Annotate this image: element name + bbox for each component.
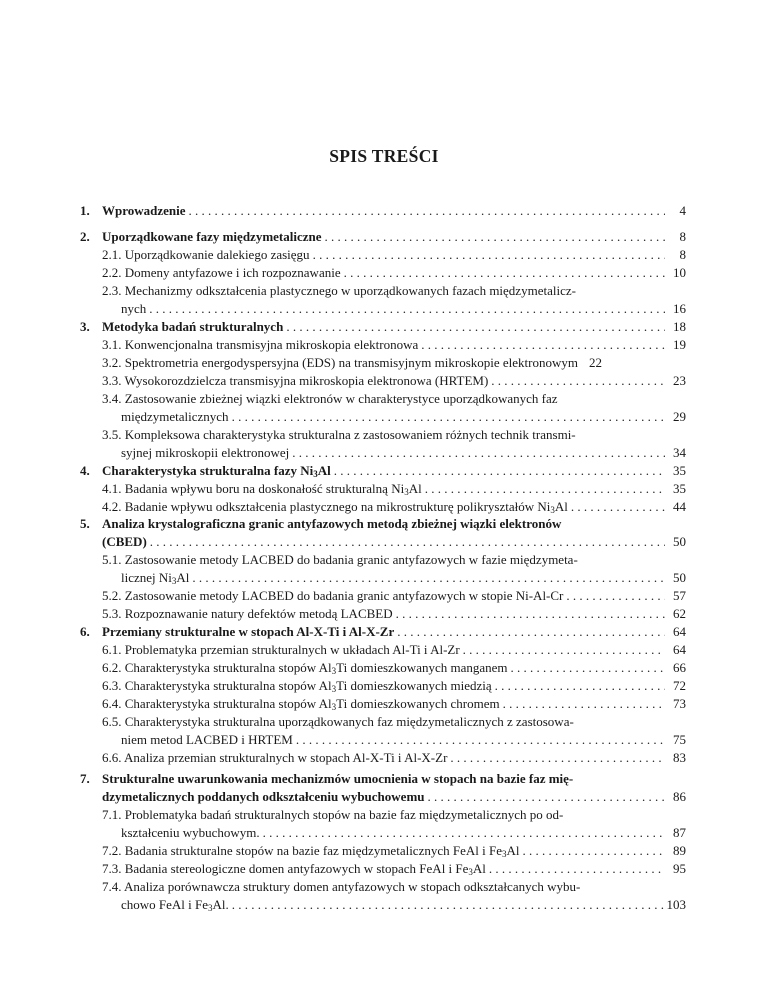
toc-entry[interactable] — [80, 246, 686, 264]
page-title: SPIS TREŚCI — [329, 146, 439, 166]
toc-entry[interactable] — [80, 842, 686, 860]
dot-leader — [313, 246, 665, 264]
dot-leader — [522, 842, 665, 860]
toc-entry-title: Wprowadzenie — [102, 203, 186, 218]
toc-entry[interactable] — [80, 282, 686, 300]
toc-entry[interactable] — [80, 713, 686, 731]
toc-page-number: 72 — [673, 678, 686, 693]
dot-leader — [503, 695, 665, 713]
toc-page-number: 87 — [673, 825, 686, 840]
toc-entry[interactable] — [80, 426, 686, 444]
toc-page-number: 16 — [673, 301, 686, 316]
dot-leader — [421, 336, 665, 354]
toc-entry[interactable] — [80, 788, 686, 806]
toc-page-number: 50 — [673, 570, 686, 585]
dot-leader — [489, 860, 665, 878]
dot-leader — [334, 462, 665, 480]
toc-entry-number: 3. — [80, 319, 90, 334]
toc-entry-number: 6. — [80, 624, 90, 639]
toc-page-number: 35 — [673, 463, 686, 478]
dot-leader — [396, 605, 665, 623]
toc-page-number: 62 — [673, 606, 686, 621]
toc-entry-title: 4.2. Badanie wpływu odkształcenia plastycznego na mikrostrukturę polikryształów $Ni_3Al$ — [102, 499, 568, 515]
toc-entry-number: 7. — [80, 771, 90, 786]
toc-entry-number: 4. — [80, 463, 90, 478]
toc-entry[interactable] — [80, 336, 686, 354]
dot-leader — [425, 480, 665, 498]
toc-entry[interactable] — [80, 318, 686, 336]
toc-page-number: 4 — [679, 203, 686, 218]
toc-entry-title: 6.2. Charakterystyka strukturalna stopów $Al_3Ti$ domieszkowanych manganem — [102, 660, 508, 676]
dot-leader — [450, 749, 665, 767]
toc-entry[interactable] — [80, 551, 686, 569]
toc-entry[interactable] — [80, 228, 686, 246]
toc-entry[interactable] — [80, 480, 686, 498]
toc-entry[interactable] — [80, 264, 686, 282]
toc-entry[interactable] — [80, 731, 686, 749]
toc-entry[interactable] — [80, 824, 686, 842]
dot-leader — [428, 788, 666, 806]
dot-leader — [232, 896, 664, 914]
dot-leader — [263, 824, 665, 842]
toc-entry[interactable] — [80, 390, 686, 408]
toc-entry[interactable] — [80, 677, 686, 695]
toc-entry[interactable] — [80, 749, 686, 767]
toc-entry-title: 6.4. Charakterystyka strukturalna stopów $Al_3Ti$ domieszkowanych chromem — [102, 696, 500, 712]
dot-leader — [463, 641, 665, 659]
toc-entry[interactable] — [80, 444, 686, 462]
toc-entry-title: 4.1. Badania wpływu boru na doskonałość strukturalną $Ni_3Al$ — [102, 481, 422, 497]
toc-entry-title: kształceniu wybuchowym. — [121, 825, 260, 840]
toc-entry[interactable] — [80, 300, 686, 318]
dot-leader — [397, 623, 665, 641]
toc-page-number: 86 — [673, 789, 686, 804]
dot-leader — [149, 300, 665, 318]
toc-page-number: 8 — [679, 247, 686, 262]
toc-entry-title: licznej $Ni_3Al$ — [121, 570, 190, 586]
toc-entry[interactable] — [80, 641, 686, 659]
toc-page-number: 35 — [673, 481, 686, 496]
toc-entry-title: 2.1. Uporządkowanie dalekiego zasięgu — [102, 247, 310, 262]
dot-leader — [566, 587, 665, 605]
toc-page-number: 83 — [673, 750, 686, 765]
toc-entry[interactable] — [80, 569, 686, 587]
toc-entry-title: 3.5. Kompleksowa charakterystyka strukturalna z zastosowaniem różnych technik transmi- — [102, 427, 576, 442]
toc-entry-title: niem metod LACBED i HRTEM — [121, 732, 293, 747]
toc-entry[interactable] — [80, 462, 686, 480]
toc-entry-title: 3.1. Konwencjonalna transmisyjna mikroskopia elektronowa — [102, 337, 419, 352]
dot-leader — [491, 372, 665, 390]
toc-page-number: 22 — [588, 355, 602, 370]
dot-leader — [286, 318, 665, 336]
toc-entry-title: 6.1. Problematyka przemian strukturalnych w układach Al-Ti i Al-Zr — [102, 642, 460, 657]
toc-entry[interactable] — [80, 896, 686, 914]
toc-entry-title: międzymetalicznych — [121, 409, 229, 424]
toc-page-number: 10 — [673, 265, 686, 280]
toc-entry[interactable] — [80, 354, 686, 372]
toc-entry-title: chowo FeAl i $Fe_3Al$. — [121, 897, 229, 913]
toc-entry-title: 6.5. Charakterystyka strukturalna uporządkowanych faz międzymetalicznych z zastosowa- — [102, 714, 574, 729]
toc-entry[interactable] — [80, 587, 686, 605]
toc-entry[interactable] — [80, 372, 686, 390]
dot-leader — [344, 264, 665, 282]
toc-entry-title: syjnej mikroskopii elektronowej — [121, 445, 290, 460]
toc-page-number: 34 — [673, 445, 686, 460]
toc-page-number: 23 — [673, 373, 686, 388]
toc-page-number: 8 — [679, 229, 686, 244]
dot-leader — [232, 408, 665, 426]
toc-entry[interactable] — [80, 806, 686, 824]
dot-leader — [325, 228, 665, 246]
toc-entry-title: Uporządkowane fazy międzymetaliczne — [102, 229, 322, 244]
toc-entry[interactable] — [80, 623, 686, 641]
toc-entry[interactable] — [80, 695, 686, 713]
toc-page-number: 95 — [673, 861, 686, 876]
toc-entry-title: 6.3. Charakterystyka strukturalna stopów $Al_3Ti$ domieszkowanych miedzią — [102, 678, 492, 694]
toc-entry-title: 3.2. Spektrometria energodyspersyjna (EDS) na transmisyjnym mikroskopie elektronowym — [102, 355, 578, 370]
dot-leader — [292, 444, 665, 462]
toc-entry-title: Strukturalne uwarunkowania mechanizmów umocnienia w stopach na bazie faz mię- — [102, 771, 574, 786]
dot-leader — [189, 202, 665, 220]
toc-page-number: 64 — [673, 624, 686, 639]
toc-entry[interactable] — [80, 659, 686, 677]
toc-entry-title: 3.4. Zastosowanie zbieżnej wiązki elektronów w charakterystyce uporządkowanych faz — [102, 391, 558, 406]
dot-leader — [150, 533, 665, 551]
toc-entry-title: 6.6. Analiza przemian strukturalnych w stopach Al-X-Ti i Al-X-Zr — [102, 750, 448, 765]
toc-entry-title: (CBED) — [102, 534, 147, 549]
toc-entry-title: 5.1. Zastosowanie metody LACBED do badania granic antyfazowych w fazie międzymeta- — [102, 552, 578, 567]
dot-leader — [511, 659, 665, 677]
toc-entry-number: 2. — [80, 229, 90, 244]
toc-entry-title: 5.3. Rozpoznawanie natury defektów metodą LACBED — [102, 606, 393, 621]
toc-entry[interactable] — [80, 515, 686, 533]
toc-entry-title: Metodyka badań strukturalnych — [102, 319, 284, 334]
toc-page-number: 75 — [673, 732, 686, 747]
toc-entry-title: Charakterystyka strukturalna fazy $Ni_3Al$ — [102, 463, 331, 479]
toc-entry[interactable] — [80, 605, 686, 623]
dot-leader — [296, 731, 665, 749]
toc-page-number: 50 — [673, 534, 686, 549]
toc-entry-title: 5.2. Zastosowanie metody LACBED do badania granic antyfazowych w stopie Ni-Al-Cr — [102, 588, 564, 603]
toc-entry-title: dzymetalicznych poddanych odkształceniu wybuchowemu — [102, 789, 425, 804]
toc-entry-title: nych — [121, 301, 147, 316]
toc-entry[interactable] — [80, 498, 686, 516]
dot-leader — [192, 569, 665, 587]
toc-page-number: 44 — [673, 499, 686, 514]
toc-entry-number: 5. — [80, 516, 90, 531]
toc-entry[interactable] — [80, 770, 686, 788]
toc-page-number: 73 — [673, 696, 686, 711]
toc-page-number: 89 — [673, 843, 686, 858]
toc-entry[interactable] — [80, 533, 686, 551]
toc-entry[interactable] — [80, 860, 686, 878]
toc-page-number: 57 — [673, 588, 686, 603]
toc-entry-title: 3.3. Wysokorozdzielcza transmisyjna mikroskopia elektronowa (HRTEM) — [102, 373, 489, 388]
toc-page-number: 103 — [666, 897, 686, 912]
toc-page-number: 18 — [673, 319, 686, 334]
toc-entry-title: Przemiany strukturalne w stopach Al-X-Ti i Al-X-Zr — [102, 624, 395, 639]
toc-entry[interactable] — [80, 408, 686, 426]
toc-entry-title: 7.1. Problematyka badań strukturalnych stopów na bazie faz międzymetalicznych po od- — [102, 807, 564, 822]
toc-entry[interactable] — [80, 878, 686, 896]
toc-page-number: 64 — [673, 642, 686, 657]
toc-page-number: 19 — [673, 337, 686, 352]
dot-leader — [495, 677, 665, 695]
toc-entry-title: Analiza krystalograficzna granic antyfazowych metodą zbieżnej wiązki elektronów — [102, 516, 562, 531]
toc-entry-title: 7.2. Badania strukturalne stopów na bazie faz międzymetalicznych FeAl i $Fe_3Al$ — [102, 843, 520, 859]
dot-leader — [571, 498, 665, 516]
toc-page-number: 66 — [673, 660, 686, 675]
toc-entry-title: 7.4. Analiza porównawcza struktury domen antyfazowych w stopach odkształcanych wybu- — [102, 879, 581, 894]
toc-page-number: 29 — [673, 409, 686, 424]
toc-entry[interactable] — [80, 202, 686, 220]
toc-entry-title: 2.2. Domeny antyfazowe i ich rozpoznawanie — [102, 265, 341, 280]
toc-entry-number: 1. — [80, 203, 90, 218]
toc-entry-title: 2.3. Mechanizmy odkształcenia plastycznego w uporządkowanych fazach międzymetalicz- — [102, 283, 576, 298]
toc-entry-title: 7.3. Badania stereologiczne domen antyfazowych w stopach FeAl i $Fe_3Al$ — [102, 861, 486, 877]
